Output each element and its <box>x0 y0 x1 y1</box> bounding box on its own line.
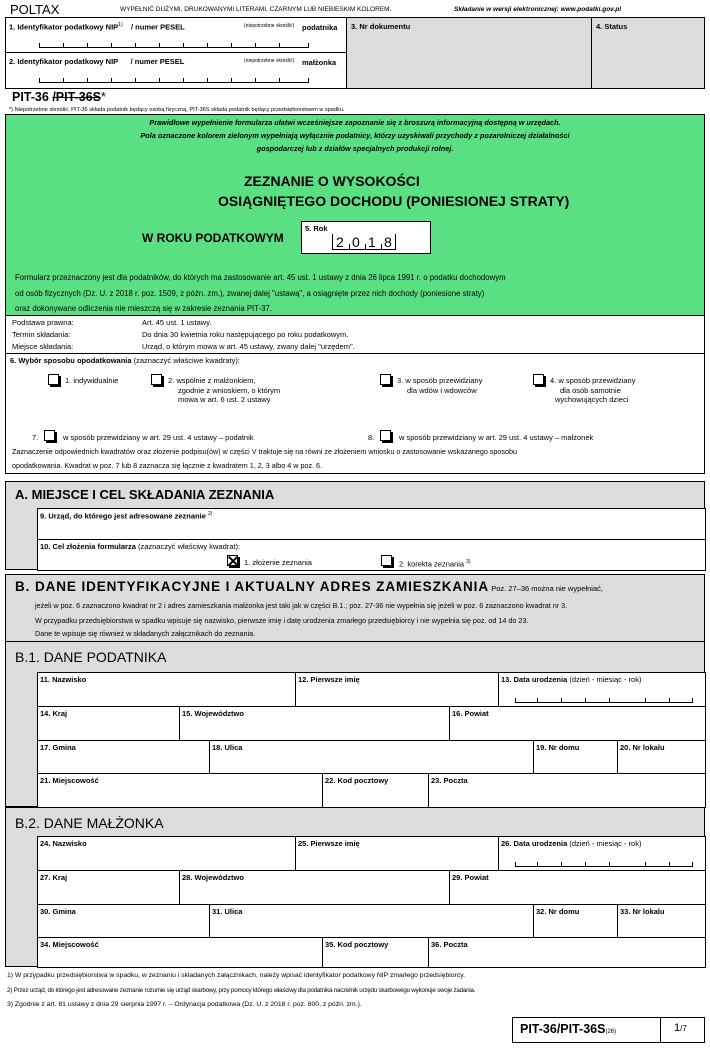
basis-value: Do dnia 30 kwietnia roku następującego po roku podatkowym. <box>142 330 349 339</box>
spouse-county-label: 29. Powiat <box>452 873 489 882</box>
form-code-pit36: PIT-36 <box>12 90 49 104</box>
spouse-street-label: 31. Ulica <box>212 907 243 916</box>
method-joint-line: zgodnie z wnioskiem, o którym <box>178 385 281 395</box>
form-purpose-field <box>37 539 706 571</box>
spouse-birth-date-label: 26. Data urodzenia <box>501 839 568 848</box>
method-single-parent-line: dla osób samotnie <box>560 385 621 395</box>
year-digit: 0 <box>352 234 360 250</box>
spouse-first-name-label: 25. Pierwsze imię <box>298 839 360 848</box>
correction-label-text: 2. korekta zeznania <box>399 559 465 569</box>
footer-form-code <box>520 1022 616 1036</box>
intro-line-2: Pola oznaczone kolorem zielonym wypełniają wyłącznie podatnicy, którzy uzyskiwali przychody z pozarolniczej działalności <box>140 131 570 140</box>
form-desc-1: Formularz przeznaczony jest dla podatników, do których ma zastosowanie art. 45 ust. 1 ustawy z dnia 26 lipca 1991 r. o podatku dochodowym <box>15 273 506 282</box>
birth-date-marks <box>515 697 693 703</box>
basis-key: Termin składania: <box>12 330 71 339</box>
taxation-method-panel <box>5 353 705 474</box>
surname-field[interactable] <box>37 672 296 707</box>
method-8-number: 8. <box>368 433 375 442</box>
form-code-note: *) Niepotrzebne skreślić. PIT-36 składa podatnik będący osobą fizyczną, PIT-36S składa podatnik będący przedsiębiorstwem w spadku. <box>9 107 345 113</box>
spouse-flat-number-field[interactable] <box>617 904 706 938</box>
street-field[interactable] <box>209 740 534 774</box>
nip-sup: 1) <box>118 22 123 28</box>
nip2-digit-line <box>39 77 309 83</box>
section-b-text-3: Dane te wpisuje się również w składanych załącznikach do zeznania. <box>35 629 256 638</box>
basis-key: Miejsce składania: <box>12 342 74 351</box>
nip2-note: (niepotrzebne skreślić) <box>244 58 295 64</box>
tax-office-sup: 2) <box>207 511 213 517</box>
spouse-city-label: 34. Miejscowość <box>40 940 99 949</box>
status-label: 4. Status <box>596 22 628 31</box>
country-label: 14. Kraj <box>40 709 68 718</box>
flat-number-label: 20. Nr lokalu <box>620 743 665 752</box>
method-art29-taxpayer-label: w sposób przewidziany w art. 29 ust. 4 ustawy – podatnik <box>63 433 254 442</box>
post-office-field[interactable] <box>428 773 706 808</box>
house-number-field[interactable] <box>533 740 618 774</box>
spouse-post-office-label: 36. Poczta <box>431 940 468 949</box>
section-b-title: B. DANE IDENTYFIKACYJNE I AKTUALNY ADRES ZAMIESZKANIA <box>15 579 489 594</box>
spouse-surname-field[interactable] <box>37 836 296 871</box>
basis-value: Urząd, o którym mowa w art. 45 ustawy, zwany dalej "urzędem". <box>142 342 355 351</box>
method-single-parent-line: 4. w sposób przewidziany <box>550 376 636 385</box>
submission-checkbox[interactable] <box>227 555 238 566</box>
intro-line-1: Prawidłowe wypełnienie formularza ułatwi wcześniejsze zapoznanie się z broszurą informacyjną dostępną w urzędach. <box>149 118 561 127</box>
page-number <box>674 1022 687 1034</box>
spouse-house-number-label: 32. Nr domu <box>536 907 580 916</box>
spouse-postal-code-label: 35. Kod pocztowy <box>325 940 389 949</box>
method-single-parent-checkbox[interactable] <box>533 374 544 385</box>
document-number-label: 3. Nr dokumentu <box>351 22 411 31</box>
method-individual-label: 1. indywidualnie <box>65 376 119 385</box>
status-field <box>591 17 705 89</box>
method-single-parent-label <box>550 376 635 405</box>
county-field[interactable] <box>449 706 706 741</box>
footer-code: PIT-36/PIT-36S <box>520 1022 606 1036</box>
pesel2-label: / numer PESEL <box>130 57 185 66</box>
method-individual-checkbox[interactable] <box>48 374 59 385</box>
footnote-3: 3) Zgodnie z art. 81 ustawy z dnia 29 sierpnia 1997 r. – Ordynacja podatkowa (Dz. U. z 2018 r. poz. 800, z późn. zm.). <box>7 1001 362 1008</box>
tax-office-field[interactable] <box>37 508 706 540</box>
section-b2-title: B.2. DANE MAŁŻONKA <box>15 815 164 831</box>
section-b-text-1: jeżeli w poz. 6 zaznaczono kwadrat nr 2 i adres zamieszkania małżonka jest taki jak w części B.1.; poz. 27-36 nie wypełnia się jeżeli w poz. 6 zaznaczono kwadrat nr 3. <box>35 601 568 610</box>
nip-field-taxpayer[interactable] <box>5 17 347 53</box>
method-widow-line: 3. w sposób przewidziany <box>397 376 483 385</box>
spouse-birth-date-hint: (dzień - miesiąc - rok) <box>569 839 642 848</box>
brand-logo: POLTAX <box>10 2 60 17</box>
method-note-2: opodatkowania. Kwadrat w poz. 7 lub 8 zaznacza się łącznie z kwadratem 1, 2, 3 albo 4 w poz. 6. <box>12 461 323 470</box>
method-7-number: 7. <box>32 433 39 442</box>
form-purpose-label: 10. Cel złożenia formularza <box>40 542 136 551</box>
section-b-inline: Poz. 27–36 można nie wypełniać, <box>491 584 603 593</box>
year-digit: 8 <box>384 234 392 250</box>
form-code-pit36s: /PIT-36S <box>52 90 101 104</box>
spouse-flat-number-label: 33. Nr lokalu <box>620 907 665 916</box>
footnote-2: 2) Przez urząd, do którego jest adresowane zeznanie rozumie się urząd skarbowy, przy pomocy którego właściwy dla podatnika naczelnik urzędu skarbowego wykonuje swoje zadania. <box>7 987 476 994</box>
spouse-voivodeship-label: 28. Województwo <box>182 873 244 882</box>
correction-sup: 3) <box>466 559 471 565</box>
birth-date-field[interactable] <box>498 672 706 707</box>
correction-checkbox[interactable] <box>381 555 392 566</box>
birth-date-hint: (dzień - miesiąc - rok) <box>569 675 642 684</box>
nip-label: 1. Identyfikator podatkowy NIP <box>9 22 119 32</box>
post-office-label: 23. Poczta <box>431 776 468 785</box>
form-code-star: * <box>100 90 106 104</box>
city-field[interactable] <box>37 773 323 808</box>
nip-field-spouse[interactable] <box>5 52 347 89</box>
flat-number-field[interactable] <box>617 740 706 774</box>
spouse-voivodeship-field[interactable] <box>179 870 450 905</box>
page-current: 1 <box>674 1022 681 1034</box>
correction-label <box>399 558 471 569</box>
pesel-label: / numer PESEL <box>130 22 185 32</box>
method-joint-checkbox[interactable] <box>151 374 162 385</box>
legal-basis-table <box>5 315 705 353</box>
city-label: 21. Miejscowość <box>40 776 99 785</box>
voivodeship-field[interactable] <box>179 706 450 741</box>
form-title-2: OSIĄGNIĘTEGO DOCHODU (PONIESIONEJ STRATY) <box>218 193 570 209</box>
method-joint-label <box>168 376 280 405</box>
method-widow-label <box>397 376 482 395</box>
intro-line-3: gospodarczej lub z działów specjalnych produkcji rolnej. <box>256 144 454 153</box>
spouse-city-field[interactable] <box>37 937 323 968</box>
tax-office-label: 9. Urząd, do którego jest adresowane zeznanie <box>40 511 206 521</box>
method-note-1: Zaznaczenie odpowiednich kwadratów oraz złożenie podpisu(ów) w części V traktuje się na równi ze złożeniem wniosku o zastosowanie wskazanego sposobu <box>12 447 517 456</box>
country-field[interactable] <box>37 706 180 741</box>
form-desc-2: od osób fizycznych (Dz. U. z 2018 r. poz. 1509, z późn. zm.), zwanej dalej "ustawą", a osiągnięte przez nich dochody (poniesione straty) <box>15 289 485 298</box>
green-intro-panel <box>5 114 705 316</box>
tax-year-field[interactable] <box>301 221 431 254</box>
footer-divider <box>660 1017 661 1043</box>
spouse-birth-date-field[interactable] <box>498 836 706 871</box>
spouse-first-name-field[interactable] <box>295 836 499 871</box>
spouse-postal-code-field[interactable] <box>322 937 429 968</box>
method-art29-taxpayer-checkbox[interactable] <box>44 430 55 441</box>
house-number-label: 19. Nr domu <box>536 743 580 752</box>
nip-note: (niepotrzebne skreślić) <box>244 23 295 29</box>
eform-note: Składanie w wersji elektronicznej: www.podatki.gov.pl <box>454 6 621 13</box>
basis-value: Art. 45 ust. 1 ustawy. <box>142 318 212 327</box>
year-digit: 2 <box>336 234 344 250</box>
nip-digit-line <box>39 42 309 48</box>
county-label: 16. Powiat <box>452 709 489 718</box>
voivodeship-label: 15. Województwo <box>182 709 244 718</box>
nip2-suffix: małżonka <box>302 58 337 67</box>
footnote-1: 1) W przypadku przedsiębiorstwa w spadku, w zeznaniu i składanych załącznikach, należy wpisać identyfikator podatkowy NIP zmarłego przedsiębiorcy. <box>7 972 465 979</box>
method-art29-spouse-checkbox[interactable] <box>380 430 391 441</box>
postal-code-label: 22. Kod pocztowy <box>325 776 389 785</box>
spouse-country-label: 27. Kraj <box>40 873 68 882</box>
spouse-post-office-field[interactable] <box>428 937 706 968</box>
section-b2 <box>5 807 705 967</box>
section-b-text-2: W przypadku przedsiębiorstwa w spadku wpisuje się nazwisko, pierwsze imię i datę urodzenia zmarłego przedsiębiorcy i nie wypełnia się poz. od 14 do 23. <box>35 616 529 625</box>
method-art29-spouse-label: w sposób przewidziany w art. 29 ust. 4 ustawy – małżonek <box>399 433 594 442</box>
surname-label: 11. Nazwisko <box>40 675 87 684</box>
first-name-label: 12. Pierwsze imię <box>298 675 360 684</box>
section-b1 <box>5 641 705 807</box>
method-title: 6. Wybór sposobu opodatkowania <box>10 356 132 365</box>
spouse-county-field[interactable] <box>449 870 706 905</box>
document-number-field <box>346 17 592 89</box>
page-total: /7 <box>680 1024 687 1033</box>
fill-instruction: WYPEŁNIĆ DUŻYMI, DRUKOWANYMI LITERAMI, CZARNYM LUB NIEBIESKIM KOLOREM. <box>120 6 392 13</box>
tax-year-digits <box>332 234 396 250</box>
form-desc-3: oraz dokonywane odliczenia nie mieszczą się w zakresie zeznania PIT-37. <box>15 304 272 313</box>
nip2-label: 2. Identyfikator podatkowy NIP <box>9 57 119 66</box>
form-title-1: ZEZNANIE O WYSOKOŚCI <box>244 173 420 189</box>
spouse-street-field[interactable] <box>209 904 534 938</box>
spouse-surname-label: 24. Nazwisko <box>40 839 87 848</box>
method-joint-line: mowa w art. 6 ust. 2 ustawy <box>178 395 271 404</box>
footer-version: (26) <box>605 1029 617 1035</box>
method-single-parent-line: wychowujących dzieci <box>555 395 629 404</box>
method-hint: (zaznaczyć właściwe kwadraty): <box>133 356 240 365</box>
postal-code-field[interactable] <box>322 773 429 808</box>
submission-label: 1. złożenie zeznania <box>244 558 312 567</box>
spouse-commune-field[interactable] <box>37 904 210 938</box>
section-b-header <box>5 574 705 642</box>
method-joint-line: 2. wspólnie z małżonkiem, <box>168 376 256 385</box>
tax-year-field-label: 5. Rok <box>305 224 328 233</box>
form-code <box>12 90 106 104</box>
commune-label: 17. Gmina <box>40 743 76 752</box>
form-purpose-hint: (zaznaczyć właściwy kwadrat): <box>137 542 241 551</box>
year-digit: 1 <box>368 234 376 250</box>
commune-field[interactable] <box>37 740 210 774</box>
spouse-birth-date-marks <box>515 861 693 867</box>
basis-key: Podstawa prawna: <box>12 318 74 327</box>
section-b1-title: B.1. DANE PODATNIKA <box>15 649 167 665</box>
method-widow-line: dla wdów i wdowców <box>407 385 477 395</box>
spouse-commune-label: 30. Gmina <box>40 907 76 916</box>
nip-suffix: podatnika <box>302 23 338 32</box>
section-a <box>5 481 705 570</box>
section-a-title: A. MIEJSCE I CEL SKŁADANIA ZEZNANIA <box>15 487 275 502</box>
tax-year-label: W ROKU PODATKOWYM <box>142 231 284 245</box>
street-label: 18. Ulica <box>212 743 243 752</box>
method-widow-checkbox[interactable] <box>380 374 391 385</box>
spouse-house-number-field[interactable] <box>533 904 618 938</box>
birth-date-label: 13. Data urodzenia <box>501 675 568 684</box>
first-name-field[interactable] <box>295 672 499 707</box>
spouse-country-field[interactable] <box>37 870 180 905</box>
